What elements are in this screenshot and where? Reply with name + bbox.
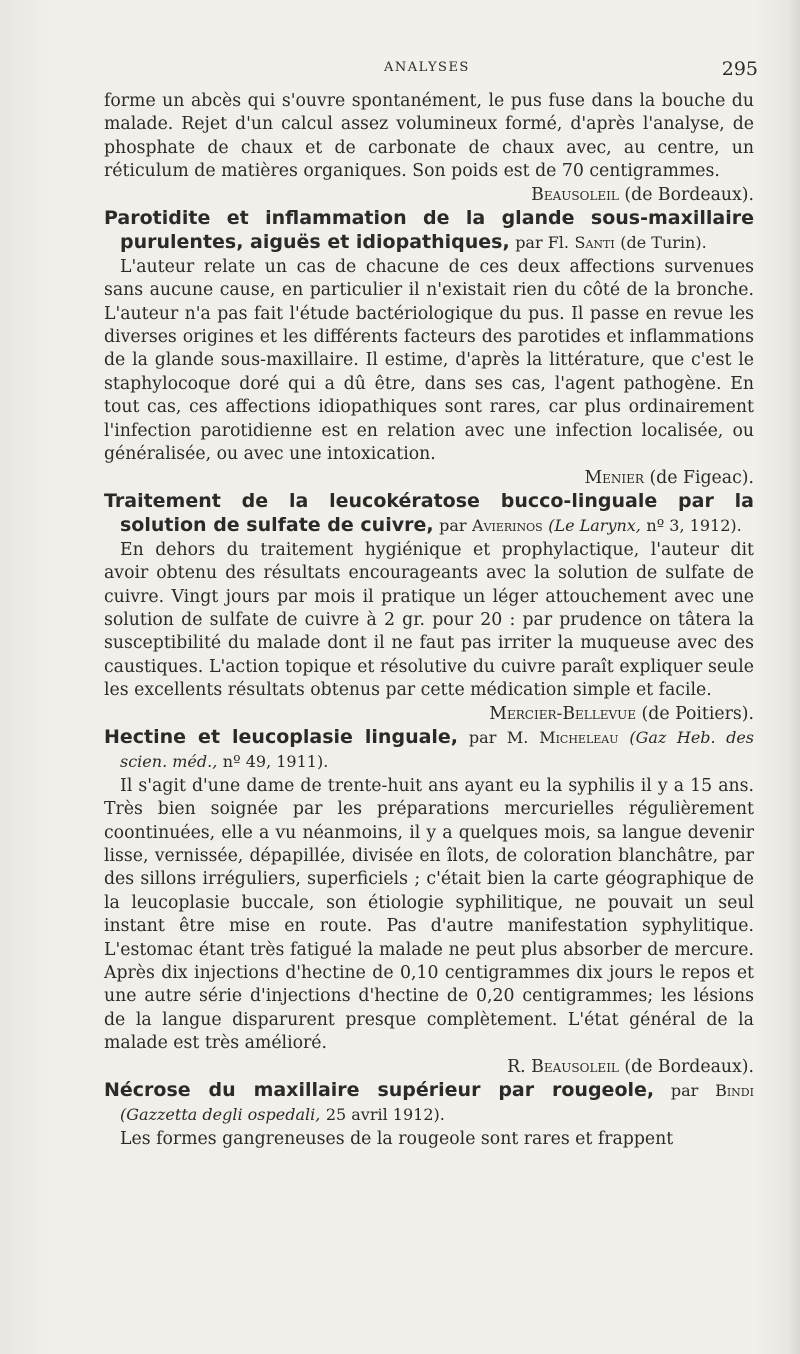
article-heading	[104, 490, 754, 539]
signature-place: (de Bordeaux).	[624, 1056, 754, 1077]
signature-place: (de Poitiers).	[641, 703, 754, 724]
article-title: Parotidite et inflammation de la glande sous-maxillaire purulentes, aiguës et idiopathiques,	[104, 207, 754, 254]
article-source-author: Avierinos	[472, 516, 543, 536]
article-source-journal: (Gaz Heb. des scien. méd.,	[120, 727, 755, 772]
signature-author: Beausoleil	[531, 184, 619, 205]
article-source-journal: (Le Larynx,	[548, 516, 641, 536]
article-heading	[104, 726, 754, 775]
article-title: Hectine et leucoplasie linguale,	[104, 725, 459, 748]
article-source-author: Santi	[574, 233, 615, 253]
signature	[104, 703, 754, 726]
signature	[104, 467, 754, 490]
article-body: Il s'agit d'une dame de trente-huit ans ayant eu la syphilis il y a 15 ans. Très bien soignée par les préparations mercurielles régulièrement coontinuées, elle a vu néanmoins, il y a quelques mois, sa langue devenir lisse, vernissée, dépapillée, divisée en îlots, de coloration blanchâtre, par des sillons irréguliers, superficiels ; c'était bien la carte géographique de la leucoplasie buccale, son étiologie syphilitique, ne pouvait un seul instant être mise en route. Pas d'autre manifestation syphylitique. L'estomac étant très fatigué la malade ne peut plus absorber de mercure. Après dix injections d'hectine de 0,10 centigrammes dix jours le repos et une autre série d'injections d'hectine de 0,20 centigrammes; les lésions de la langue disparurent presque complètement. L'état général de la malade est très amélioré.	[104, 775, 754, 1054]
article-title: Nécrose du maxillaire supérieur par rougeole,	[104, 1079, 655, 1102]
article-byline: par	[439, 516, 467, 536]
paragraph-continuation: forme un abcès qui s'ouvre spontanément, le pus fuse dans la bouche du malade. Rejet d'un calcul assez volumineux formé, d'après l'analyse, de phosphate de chaux et de carbonate de chaux avec, au centre, un réticulum de matières organiques. Son poids est de 70 centigrammes.	[104, 91, 754, 182]
page-edge-shadow	[790, 0, 800, 1354]
article-body: L'auteur relate un cas de chacune de ces deux affections survenues sans aucune cause, en particulier il n'existait rien du côté de la bronche. L'auteur n'a pas fait l'étude bactériologique du pus. Il passe en revue les diverses origines et les différents facteurs des parotides et inflammations de la glande sous-maxillaire. Il estime, d'après la littérature, que c'est le staphylocoque doré qui a dû être, dans ses cas, l'agent pathogène. En tout cas, ces affections idiopathiques sont rares, car plus ordinairement l'infection parotidienne est en relation avec une infection localisée, ou généralisée, ou avec une intoxication.	[104, 256, 754, 465]
article-byline: par M.	[468, 727, 529, 747]
article-byline: par	[670, 1081, 699, 1101]
article-byline: par Fl.	[515, 233, 570, 253]
page-number: 295	[721, 58, 758, 80]
article-title: Traitement de la leucokératose bucco-linguale par la solution de sulfate de cuivre,	[104, 489, 754, 537]
article-body: Les formes gangreneuses de la rougeole sont rares et frappent	[120, 1128, 674, 1149]
signature	[104, 1056, 754, 1079]
signature-author: Mercier-Bellevue	[489, 703, 637, 724]
article-source-issue: nº 3, 1912).	[646, 516, 742, 536]
article-heading	[104, 1079, 754, 1128]
page-text	[104, 90, 754, 1151]
signature-place: (de Figeac).	[649, 467, 754, 488]
article-source-issue: 25 avril 1912).	[325, 1105, 445, 1125]
running-head-title: ANALYSES	[384, 60, 470, 75]
signature-place: (de Bordeaux).	[624, 184, 754, 205]
signature-author: R. Beausoleil	[507, 1056, 619, 1077]
signature	[104, 184, 754, 207]
article-source-author: Micheleau	[539, 727, 619, 747]
article-body: En dehors du traitement hygiénique et prophylactique, l'auteur dit avoir obtenu des résultats encourageants avec la solution de sulfate de cuivre. Vingt jours par mois il pratique un léger attouchement avec une solution de sulfate de cuivre à 2 gr. pour 20 : par prudence on tâtera la susceptibilité du malade dont il ne faut pas irriter la muqueuse avec des caustiques. L'action topique et résolutive du cuivre paraît expliquer seule les excellents résultats obtenus par cette médication simple et facile.	[104, 539, 754, 701]
article-heading	[104, 207, 754, 256]
article-source: (de Turin).	[620, 233, 707, 253]
running-head	[104, 58, 758, 82]
article-source-issue: nº 49, 1911).	[222, 752, 329, 772]
article-source-author: Bindi	[715, 1081, 754, 1101]
article-source-journal: (Gazzetta degli ospedali,	[120, 1105, 321, 1125]
signature-author: Menier	[584, 467, 644, 488]
